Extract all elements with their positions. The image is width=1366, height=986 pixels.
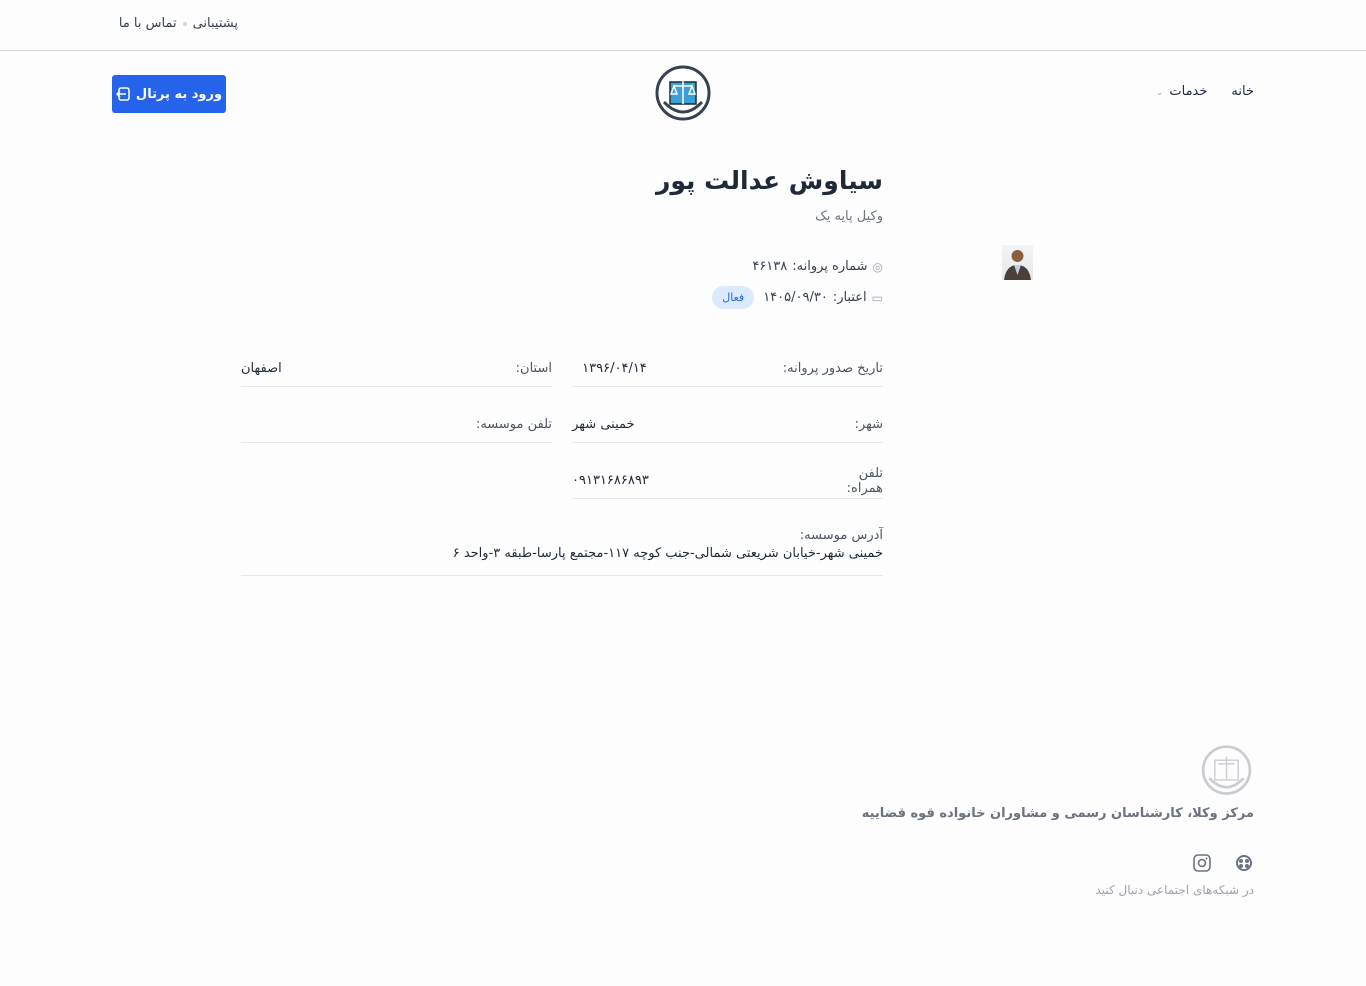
office-address [241, 528, 883, 576]
login-icon [116, 87, 130, 101]
validity-row [712, 286, 883, 309]
license-label: شماره پروانه: [792, 259, 868, 274]
address-value: خمینی شهر-خیابان شریعتی شمالی-جنب کوچه ۱۱۷-مجتمع پارسا-طبقه ۳-واحد ۶ [452, 546, 883, 561]
detail-label: تاریخ صدور پروانه: [782, 361, 883, 376]
detail-value: اصفهان [241, 361, 282, 376]
detail-label: تلفن موسسه: [475, 417, 552, 432]
validity-label: اعتبار: [832, 290, 867, 305]
detail-label: استان: [515, 361, 552, 376]
instagram-icon[interactable] [1192, 853, 1212, 873]
validity-date: ۱۴۰۵/۰۹/۳۰ [763, 290, 828, 305]
lawyer-photo [1002, 245, 1033, 280]
separator-dot [183, 22, 187, 26]
footer-logo [1200, 744, 1253, 798]
address-label: آدرس موسسه: [799, 528, 883, 543]
detail-value: خمینی شهر [572, 417, 635, 432]
detail-mobile [572, 463, 883, 499]
top-links [112, 16, 238, 31]
nav-services-label: خدمات [1169, 84, 1208, 99]
follow-text: در شبکه‌های اجتماعی دنبال کنید [1095, 883, 1254, 897]
license-number: ۴۶۱۳۸ [752, 259, 788, 274]
footer-org-name: مرکز وکلا، کارشناسان رسمی و مشاوران خانواده قوه قضاییه [861, 806, 1254, 821]
judiciary-logo[interactable] [654, 64, 712, 124]
detail-issue-date [572, 351, 883, 387]
nav-home[interactable]: خانه [1231, 84, 1254, 99]
contact-link[interactable]: تماس با ما [118, 16, 177, 31]
lawyer-title: وکیل پایه یک [815, 209, 883, 224]
aparat-icon[interactable] [1234, 853, 1254, 873]
main-nav [1156, 84, 1254, 99]
detail-label: تلفن همراه: [846, 465, 883, 496]
chevron-down-icon: ⌄ [1155, 88, 1164, 98]
check-circle-icon: ◎ [872, 259, 883, 274]
detail-value: ۱۳۹۶/۰۴/۱۴ [582, 361, 647, 376]
portal-login-label: ورود به پرتال [135, 86, 223, 102]
detail-value: ۰۹۱۳۱۶۸۶۸۹۳ [572, 473, 649, 488]
portal-login-button[interactable] [112, 75, 226, 113]
nav-services[interactable] [1156, 84, 1208, 99]
calendar-icon: ▭ [871, 290, 883, 305]
detail-province [241, 351, 552, 387]
support-link[interactable]: پشتیبانی [192, 16, 238, 31]
detail-city [572, 407, 883, 443]
detail-label: شهر: [854, 417, 883, 432]
license-row [752, 259, 883, 274]
detail-office-phone [241, 407, 552, 443]
social-icons [1192, 853, 1254, 873]
status-badge: فعال [712, 286, 754, 309]
lawyer-name: سیاوش عدالت پور [655, 166, 883, 195]
